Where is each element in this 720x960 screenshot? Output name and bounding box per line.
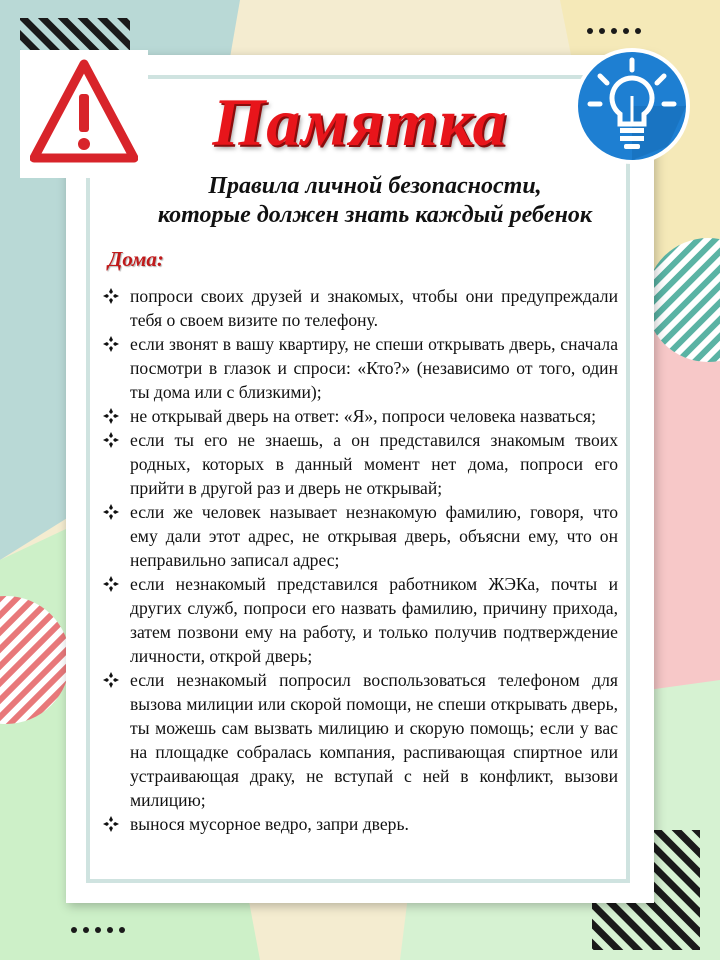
section-heading: Дома: (108, 247, 164, 271)
warning-tile (20, 50, 148, 178)
list-item-text: если незнакомый представился работником ЖЭКа, почты и других служб, попроси его назвать фамилию, причину прихода, затем позвони ему на работу, и только получив подтверждение личности, открой дверь; (130, 574, 618, 666)
list-item-text: если ты его не знаешь, а он представился знакомым твоих родных, которых в данный момент нет дома, попроси его прийти в другой раз и дверь не открывай; (130, 430, 618, 498)
page-subtitle (110, 172, 640, 230)
list-item (100, 500, 618, 572)
list-item (100, 404, 618, 428)
warning-triangle-icon (30, 58, 138, 166)
list-item-text: если звонят в вашу квартиру, не спеши открывать дверь, сначала посмотри в глазок и спроси: «Кто?» (независимо от того, один ты дома или с близкими); (130, 334, 618, 402)
list-item (100, 812, 618, 836)
page-title: Памятка (212, 84, 508, 160)
diamond-bullet-icon (102, 503, 120, 521)
list-item-text: не открывай дверь на ответ: «Я», попроси человека назваться; (130, 406, 597, 426)
diamond-bullet-icon (102, 431, 120, 449)
list-item-text: если незнакомый попросил воспользоваться телефоном для вызова милиции или скорой помощи, не спеши открывать дверь, ты можешь сам вызвать милицию и скорую помощь; если у вас на площадке собралась компания, распивающая спиртное или устраивающая драку, не вступай с ней в конфликт, вызови милицию; (130, 670, 618, 810)
list-item (100, 572, 618, 668)
subtitle-line-2: которые должен знать каждый ребенок (157, 202, 593, 228)
list-item (100, 668, 618, 812)
list-item-text: вынося мусорное ведро, запри дверь. (130, 814, 409, 834)
list-item (100, 332, 618, 404)
diamond-bullet-icon (102, 287, 120, 305)
diamond-bullet-icon (102, 815, 120, 833)
list-item-text: если же человек называет незнакомую фамилию, говоря, что ему дали этот адрес, не открывая дверь, объясни ему, что он неправильно записал адрес; (130, 502, 618, 570)
rules-list (100, 284, 618, 836)
diamond-bullet-icon (102, 575, 120, 593)
diamond-bullet-icon (102, 671, 120, 689)
subtitle-line-1: Правила личной безопасности, (208, 173, 542, 199)
list-item (100, 284, 618, 332)
diamond-bullet-icon (102, 335, 120, 353)
lightbulb-icon (572, 46, 692, 166)
list-item-text: попроси своих друзей и знакомых, чтобы они предупреждали тебя о своем визите по телефону. (130, 286, 618, 330)
list-item (100, 428, 618, 500)
diamond-bullet-icon (102, 407, 120, 425)
